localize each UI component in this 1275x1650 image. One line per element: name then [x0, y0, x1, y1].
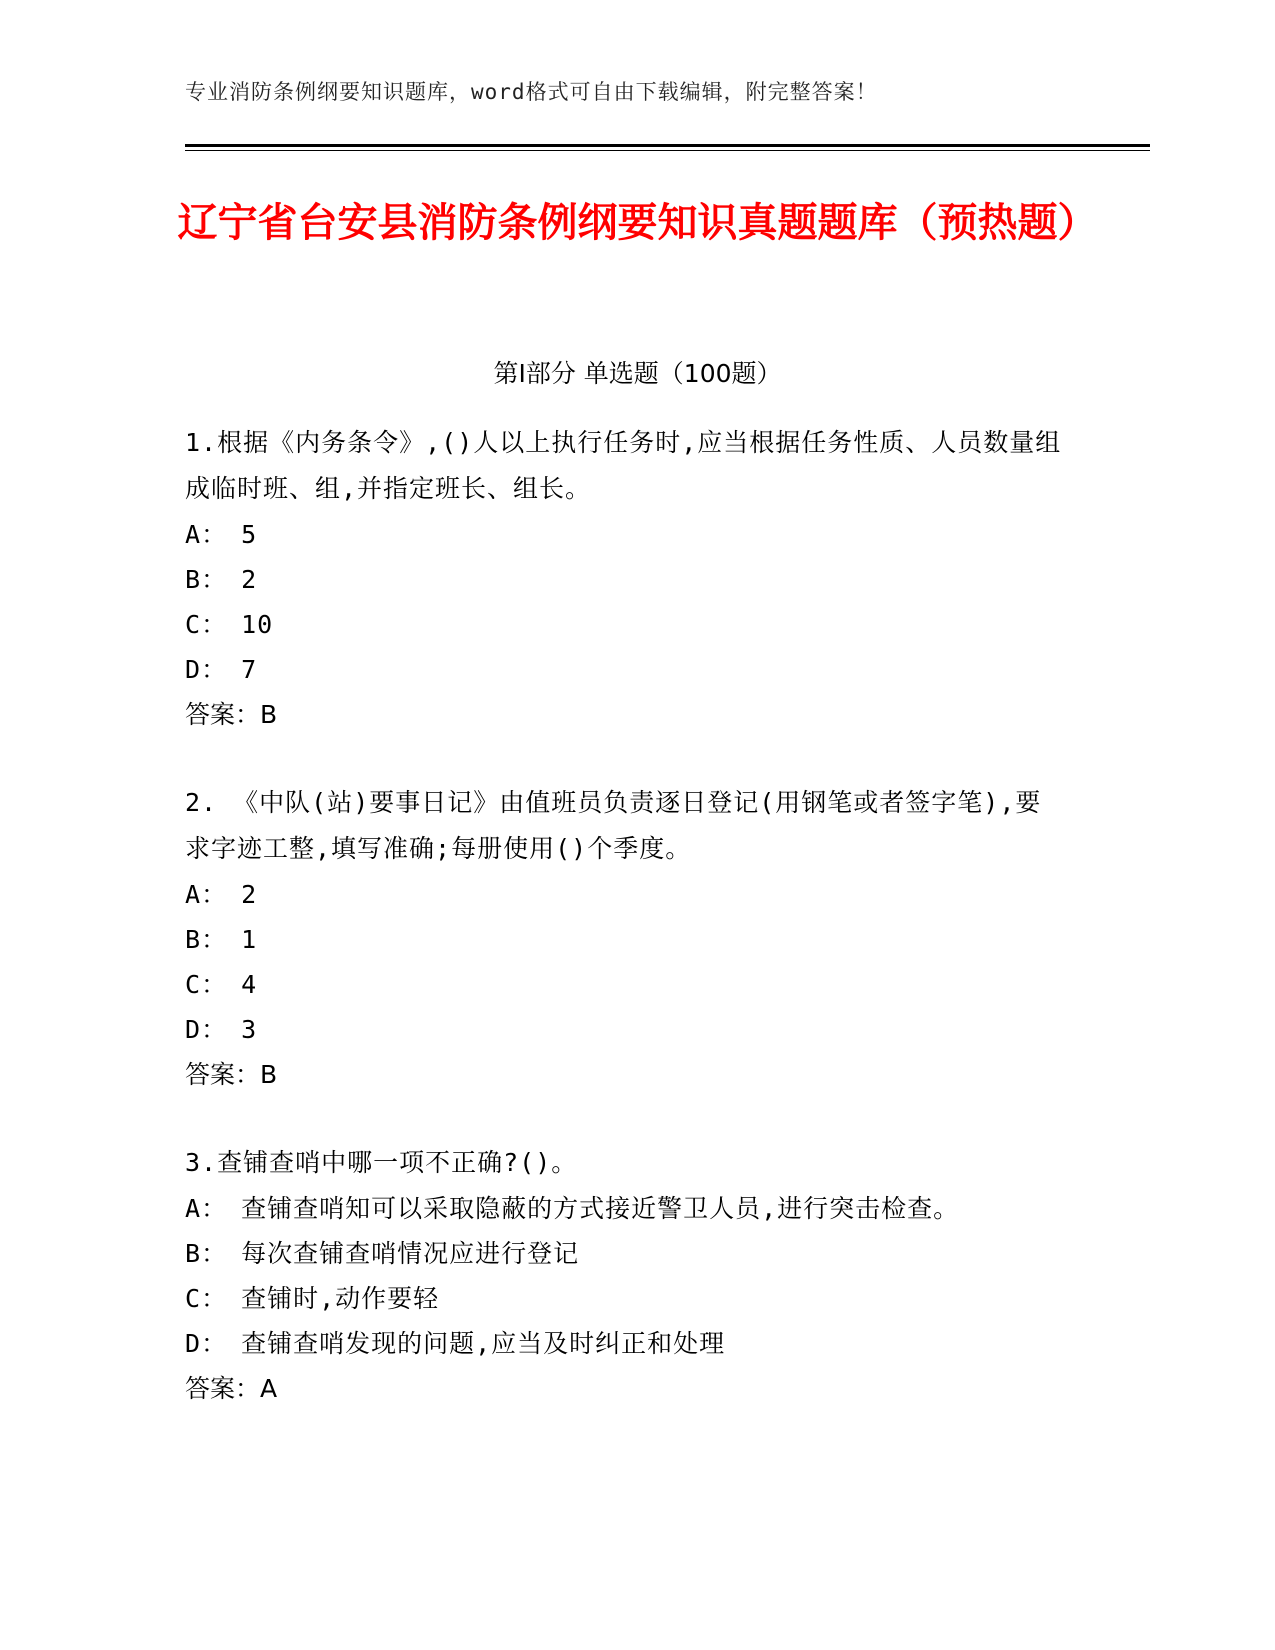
option-key: C [185, 970, 202, 999]
option-separator: ： [201, 610, 228, 639]
question-2 [185, 780, 1065, 1098]
answer-line [185, 1366, 1065, 1412]
option-separator: ： [201, 655, 228, 684]
option-separator: ： [201, 1329, 228, 1358]
answer-label: 答案： [185, 700, 261, 729]
option-key: D [185, 1329, 202, 1358]
question-stem: 1.根据《内务条令》,()人以上执行任务时,应当根据任务性质、人员数量组成临时班、组,并指定班长、组长。 [185, 428, 1062, 503]
option-c [185, 1276, 1065, 1321]
option-text: 7 [241, 655, 258, 684]
answer-label: 答案： [185, 1374, 261, 1403]
option-key: D [185, 1015, 202, 1044]
option-key: C [185, 1284, 202, 1313]
option-b [185, 1231, 1065, 1276]
option-text: 查铺查哨知可以采取隐蔽的方式接近警卫人员,进行突击检查。 [241, 1194, 960, 1223]
option-d [185, 1007, 1065, 1052]
option-separator: ： [201, 925, 228, 954]
option-text: 10 [241, 610, 274, 639]
option-a [185, 512, 1065, 557]
answer-line [185, 1052, 1065, 1098]
option-a [185, 872, 1065, 917]
document-title: 辽宁省台安县消防条例纲要知识真题题库（预热题） [177, 200, 1098, 246]
option-separator: ： [201, 1284, 228, 1313]
option-d [185, 647, 1065, 692]
answer-value: B [260, 700, 278, 729]
option-a [185, 1186, 1065, 1231]
option-text: 5 [241, 520, 258, 549]
question-stem: 2. 《中队(站)要事日记》由值班员负责逐日登记(用钢笔或者签字笔),要求字迹工整,填写准确;每册使用()个季度。 [185, 788, 1042, 863]
question-1 [185, 420, 1065, 738]
option-separator: ： [201, 1015, 228, 1044]
option-key: A [185, 880, 202, 909]
option-separator: ： [201, 1194, 228, 1223]
option-d [185, 1321, 1065, 1366]
option-separator: ： [201, 1239, 228, 1268]
option-separator: ： [201, 970, 228, 999]
option-b [185, 557, 1065, 602]
answer-label: 答案： [185, 1060, 261, 1089]
option-key: C [185, 610, 202, 639]
option-separator: ： [201, 880, 228, 909]
option-c [185, 602, 1065, 647]
option-key: D [185, 655, 202, 684]
option-text: 查铺时,动作要轻 [241, 1284, 440, 1313]
option-separator: ： [201, 520, 228, 549]
option-key: B [185, 925, 202, 954]
header-rule-thick [185, 144, 1150, 147]
section-heading: 第Ⅰ部分 单选题（100题） [493, 359, 782, 388]
answer-value: B [260, 1060, 278, 1089]
option-text: 查铺查哨发现的问题,应当及时纠正和处理 [241, 1329, 726, 1358]
option-text: 每次查铺查哨情况应进行登记 [241, 1239, 580, 1268]
option-separator: ： [201, 565, 228, 594]
header-rule-thin [185, 150, 1150, 151]
option-key: A [185, 520, 202, 549]
answer-line [185, 692, 1065, 738]
header-note: 专业消防条例纲要知识题库，word格式可自由下载编辑，附完整答案！ [185, 80, 878, 104]
option-text: 1 [241, 925, 258, 954]
option-text: 2 [241, 565, 258, 594]
option-b [185, 917, 1065, 962]
option-c [185, 962, 1065, 1007]
option-key: A [185, 1194, 202, 1223]
option-text: 3 [241, 1015, 258, 1044]
answer-value: A [260, 1374, 278, 1403]
question-stem: 3.查铺查哨中哪一项不正确?()。 [185, 1148, 578, 1177]
option-key: B [185, 565, 202, 594]
question-3 [185, 1140, 1065, 1412]
option-text: 4 [241, 970, 258, 999]
option-text: 2 [241, 880, 258, 909]
option-key: B [185, 1239, 202, 1268]
